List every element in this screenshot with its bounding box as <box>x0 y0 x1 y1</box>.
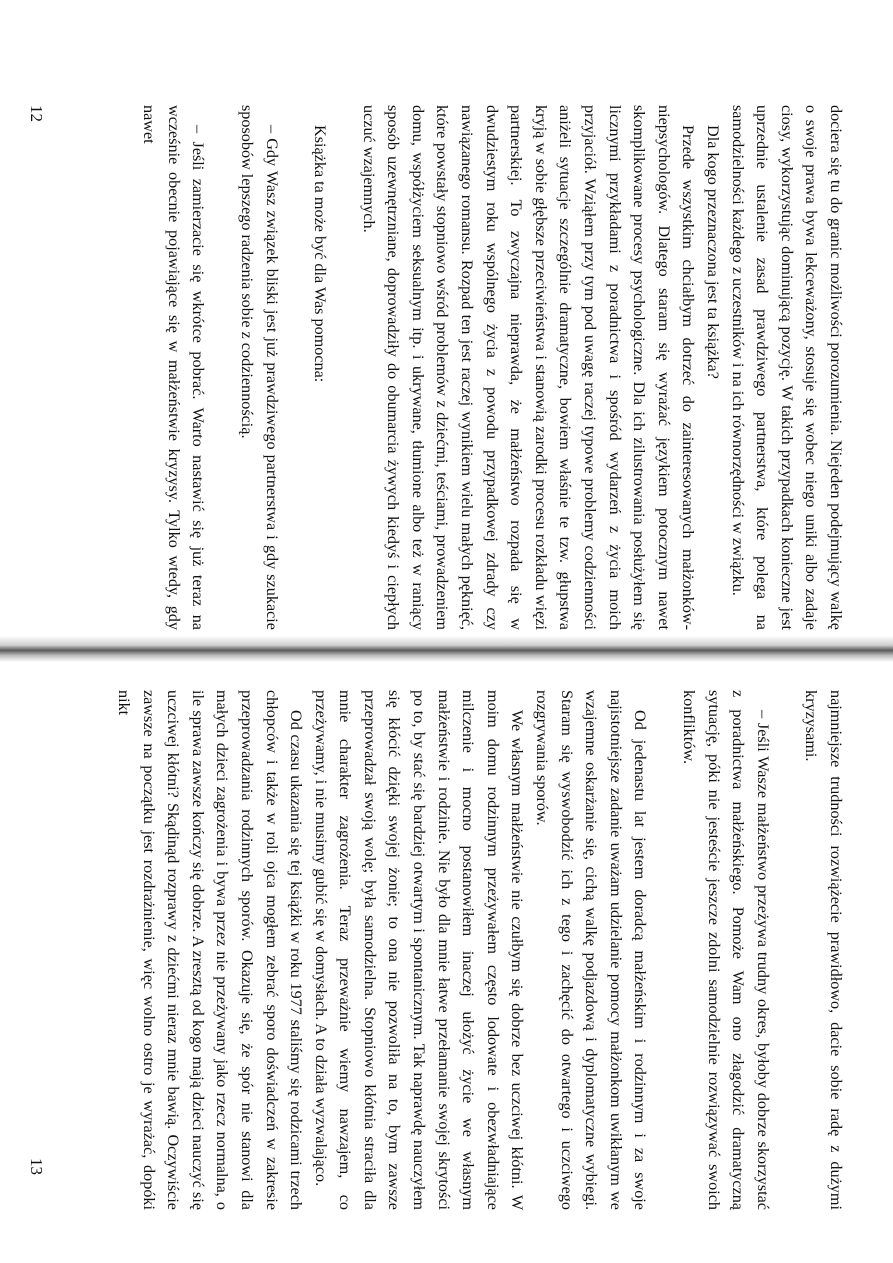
page-12 <box>137 105 848 630</box>
paragraph: dociera się tu do granic możliwości porozumienia. Niejeden podejmujący walkę o swoje prawa bywa lekceważony, stosuje się wobec niego uniki albo zadaje ciosy, wykorzystując dominującą pozycję. W takich przypadkach konieczne jest uprzednie ustalenie zasad prawdziwego partnerstwa, które polega na samodzielności każdego z uczestników i na ich równorzędności w związku. <box>728 105 845 630</box>
page-number: 13 <box>27 1158 46 1175</box>
list-item: – Gdy Wasz związek bliski jest już prawdziwego partnerstwa i gdy szukacie sposobów lepszego radzenia sobie z codziennością. <box>237 105 281 630</box>
paragraph: Przede wszystkim chciałbym dotrzeć do zainteresowanych małżonków-niepsychologów. Dlatego staram się wyrażać językiem potocznym nawet skomplikowane procesy psychologiczne. Dla ich zilustrowania posłużyłem się licznymi przykładami z poradnictwa i spośród wydarzeń z życia moich przyjaciół. Wziąłem przy tym pod uwagę raczej typowe problemy codzienności aniżeli sytuacje szczególnie dramatyczne, bowiem właśnie te tzw. głupstwa kryją w sobie głębsze przeciwieństwa i stanowią zarodki procesu rozkładu więzi partnerskiej. To zwyczajna nieprawda, że małżeństwo rozpada się w dwudziestym roku wspólnego życia z powodu przypadkowej zdrady czy nawiązanego romansu. Rozpad ten jest raczej wynikiem wielu małych pęknięć, które powstały stopniowo wśród problemów z dziećmi, teściami, prowadzeniem domu, współżyciem seksualnym itp. i ukrywane, tłumione albo też w raniący sposób uzewnętrzniane, doprowadziły do obumarcia żywych kiedyś i ciepłych uczuć wzajemnych. <box>359 105 698 630</box>
paragraph: Od jedenastu lat jestem doradcą małżeńskim i rodzinnym i za swoje najistotniejsze zadanie uważam udzielanie pomocy małżonkom uwikłanym we wzajemne oskarżanie się, cichą walkę podjazdową i dyplomatyczne wybiegi. Staram się wyswobodzić ich z tego i zachęcić do otwartego i uczciwego rozgrywania sporów. <box>533 690 650 1210</box>
list-item: – Jeśli Wasze małżeństwo przeżywa trudny okres, byłoby dobrze skorzystać z poradnictwa małżeńskiego. Pomoże Wam ono złagodzić dramatyczną sytuację, póki nie jesteście jeszcze zdolni samodzielnie rozwiązywać swoich konfliktów. <box>680 690 772 1210</box>
book-spine-shadow <box>0 636 893 662</box>
list-intro: Książka ta może być dla Was pomocna: <box>311 125 330 383</box>
page-13 <box>111 690 848 1210</box>
section-question: Dla kogo przeznaczona jest ta książka? <box>704 125 723 379</box>
page-number: 12 <box>27 105 46 122</box>
paragraph: We własnym małżeństwie nie czułbym się dobrze bez uczciwej kłótni. W moim domu rodzinnym przeżywałem często lodowate i obezwładniające milczenie i mocno postanowiłem inaczej ułożyć życie we własnym małżeństwie i rodzinie. Nie było dla mnie łatwe przełamanie swojej skrytości po to, by stać się bardziej otwartym i spontanicznym. Tak naprawdę nauczyłem się kłócić dzięki swojej żonie; to ona nie pozwoliła na to, bym zawsze przeprowadzał swoją wolę; była samodzielna. Stopniowo kłótnia straciła dla mnie charakter zagrożenia. Teraz przeważnie wiemy nawzajem, co przeżywamy, i nie musimy gubić się w domysłach. A to działa wyzwalająco. <box>311 690 527 1210</box>
list-item: – Jeśli zamierzacie się wkrótce pobrać. Warto nastawić się już teraz na wcześnie obecnie pojawiające się w małżeństwie kryzysy. Tylko wtedy, gdy nawet <box>140 105 208 630</box>
paragraph: Od czasu ukazania się tej książki w roku 1977 staliśmy się rodzicami trzech chłopców i także w roli ojca mogłem zebrać sporo doświadczeń w zakresie przeprowadzania rodzinnych sporów. Okazuje się, że spór nie stanowi dla małych dzieci zagrożenia i bywa przez nie przeżywany jako rzecz normalna, o ile sprawa zawsze kończy się dobrze. A zresztą od kogo mają dzieci nauczyć się uczciwej kłótni? Skądinąd rozprawy z dziećmi nieraz mnie bawią. Oczywiście zawsze na początku jest rozdrażnienie, więc wolno ostro je wyrażać, dopóki nikt <box>114 690 306 1210</box>
paragraph: najmniejsze trudności rozwiążecie prawidłowo, dacie sobie radę z dużymi kryzysami. <box>802 690 845 1210</box>
